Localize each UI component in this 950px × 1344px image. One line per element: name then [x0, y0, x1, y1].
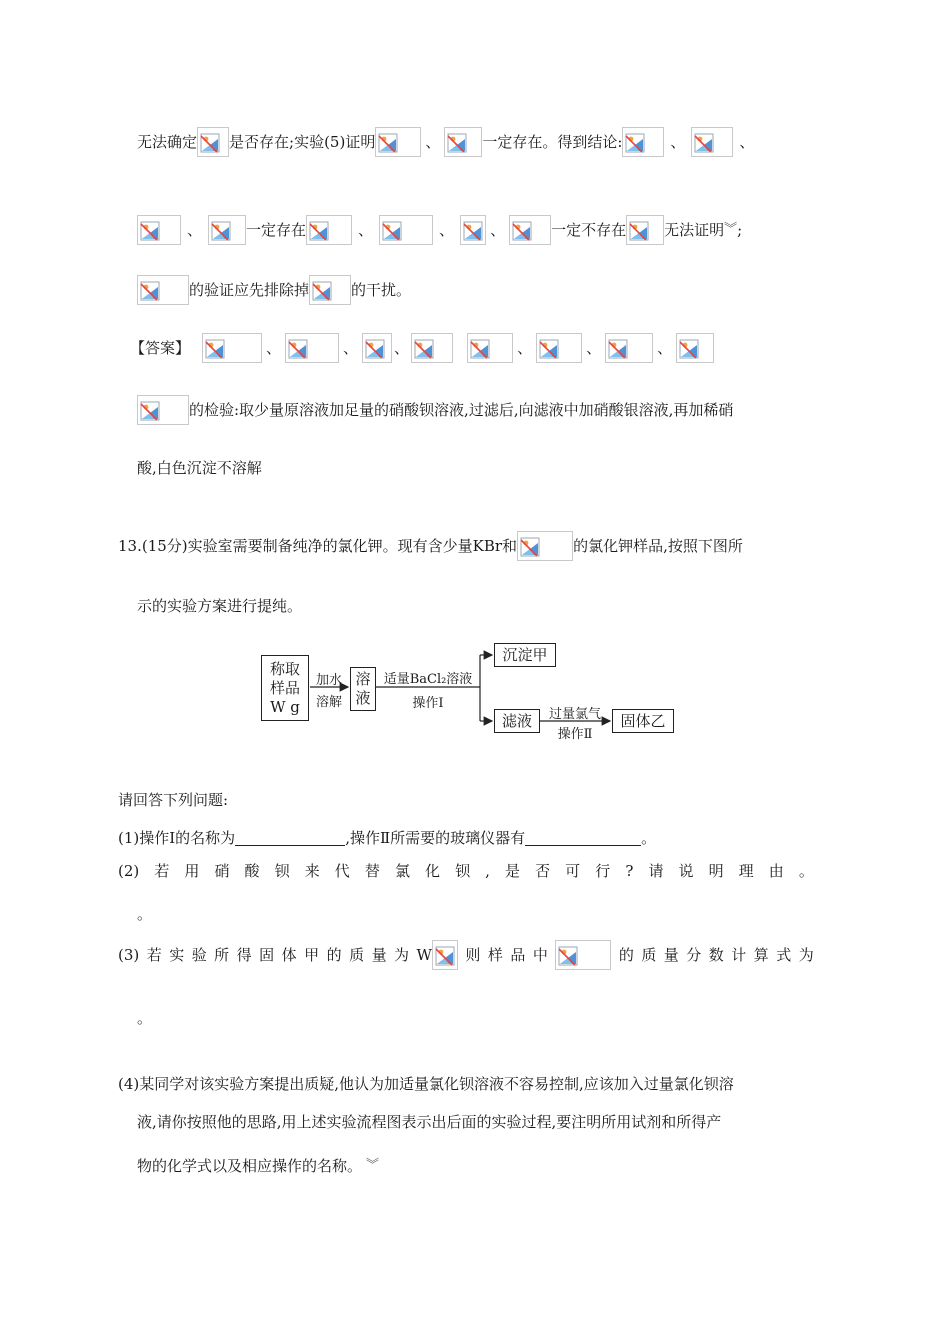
text-char: 计	[731, 946, 747, 964]
formula-image	[309, 275, 351, 305]
broken-image-icon	[140, 221, 160, 241]
text-char: 用	[184, 862, 200, 880]
broken-image-icon	[470, 339, 490, 359]
broken-image-icon	[200, 133, 220, 153]
chevron-down-icon: ︾	[724, 222, 738, 237]
flow-label-operation-1: 操作Ⅰ	[412, 696, 444, 711]
question-1-line: (1)操作Ⅰ的名称为 ,操作Ⅱ所需要的玻璃仪器有 。	[118, 829, 657, 847]
text-char: 样	[487, 946, 503, 964]
question-2-line	[118, 856, 814, 886]
formula-image	[379, 215, 433, 245]
answer-blank[interactable]	[525, 830, 641, 846]
formula-image	[432, 940, 458, 970]
text-line-17: 物的化学式以及相应操作的名称。 ︾	[137, 1157, 380, 1175]
text-line-16: 液,请你按照他的思路,用上述实验流程图表示出后面的实验过程,要注明所用试剂和所得产	[137, 1113, 722, 1131]
broken-image-icon	[539, 339, 559, 359]
text-char: ,	[485, 862, 490, 880]
text-char: 质	[349, 946, 365, 964]
formula-image	[137, 395, 189, 425]
text-char: 代	[334, 862, 350, 880]
text-line-9: 请回答下列问题:	[118, 791, 229, 809]
text-char: 则	[465, 946, 481, 964]
text-char: (2)	[118, 862, 140, 880]
text-char: 钡	[274, 862, 290, 880]
text-char: 实	[169, 946, 185, 964]
broken-image-icon	[520, 537, 540, 557]
text-line-2: 、 一定存在 、 、 、 一定不存在 无法证明︾;	[137, 214, 742, 244]
w-with-image	[417, 940, 458, 970]
text-line-6: 酸,白色沉淀不溶解	[137, 459, 262, 477]
broken-image-icon	[382, 221, 402, 241]
flow-box-sample: 称取 样品 W g	[261, 655, 309, 721]
text-char: 甲	[304, 946, 320, 964]
text-char: 品	[510, 946, 526, 964]
answer-blank[interactable]	[235, 830, 345, 846]
formula-image	[622, 127, 664, 157]
text-char: 氯	[394, 862, 410, 880]
formula-image	[517, 531, 573, 561]
text-char: 算	[753, 946, 769, 964]
flow-box-filtrate: 滤液	[494, 709, 540, 733]
formula-image	[605, 333, 653, 363]
text-char: 验	[191, 946, 207, 964]
answer-line: 【答案】 、 、 、 、 、 、	[130, 332, 714, 362]
formula-image	[411, 333, 453, 363]
broken-image-icon	[679, 339, 699, 359]
broken-image-icon	[608, 339, 628, 359]
text-line-5: 的检验:取少量原溶液加足量的硝酸钡溶液,过滤后,向滤液中加硝酸银溶液,再加稀硝	[137, 394, 733, 424]
broken-image-icon	[205, 339, 225, 359]
text-char: 数	[708, 946, 724, 964]
variable-w: W	[416, 946, 432, 964]
text-char: 化	[425, 862, 441, 880]
broken-image-icon	[140, 281, 160, 301]
formula-image	[306, 215, 352, 245]
formula-image	[285, 333, 339, 363]
text-char: 理	[738, 862, 754, 880]
text-char: 固	[259, 946, 275, 964]
broken-image-icon	[140, 401, 160, 421]
formula-image	[375, 127, 421, 157]
text-line-1: 无法确定 是否存在;实验(5)证明 、 一定存在。得到结论: 、 、	[137, 126, 754, 156]
flow-label-excess-chlorine: 过量氯气	[548, 707, 601, 722]
formula-image	[460, 215, 486, 245]
text-char: 说	[678, 862, 694, 880]
broken-image-icon	[378, 133, 398, 153]
text-char: 行	[595, 862, 611, 880]
formula-image	[362, 333, 392, 363]
text-char: 。	[798, 862, 814, 880]
text-char: 若	[146, 946, 162, 964]
question-3-line	[118, 940, 814, 970]
text-char: 的	[618, 946, 634, 964]
broken-image-icon	[309, 221, 329, 241]
text-char: 钡	[455, 862, 471, 880]
broken-image-icon	[629, 221, 649, 241]
flow-label-bacl2: 适量BaCl₂溶液	[383, 672, 473, 687]
flowchart	[258, 641, 678, 741]
flow-label-add-water: 加水	[315, 673, 342, 688]
text-char: 否	[535, 862, 551, 880]
text-char: ?	[625, 862, 634, 880]
text-line-8: 示的实验方案进行提纯。	[137, 597, 303, 615]
broken-image-icon	[211, 221, 231, 241]
text-char: 是	[505, 862, 521, 880]
text-char: 为	[798, 946, 814, 964]
formula-image	[444, 127, 482, 157]
text-char: 若	[154, 862, 170, 880]
broken-image-icon	[447, 133, 467, 153]
formula-image	[137, 215, 181, 245]
flow-label-operation-2: 操作Ⅱ	[557, 727, 593, 742]
flow-box-precipitate: 沉淀甲	[494, 643, 556, 667]
text-line-3: 的验证应先排除掉 的干扰。	[137, 274, 411, 304]
broken-image-icon	[312, 281, 332, 301]
broken-image-icon	[625, 133, 645, 153]
broken-image-icon	[558, 946, 578, 966]
text-char: 为	[394, 946, 410, 964]
broken-image-icon	[365, 339, 385, 359]
answer-label: 【答案】	[130, 339, 191, 357]
text-char: 中	[532, 946, 548, 964]
text-char: 所	[214, 946, 230, 964]
chevron-down-icon: ︾	[366, 1158, 380, 1173]
formula-image	[555, 940, 611, 970]
formula-image	[676, 333, 714, 363]
question-4-line: (4)某同学对该实验方案提出质疑,他认为加适量氯化钡溶液不容易控制,应该加入过量氯化钡溶	[118, 1075, 734, 1093]
text-char: 替	[364, 862, 380, 880]
formula-image	[626, 215, 664, 245]
text-char: 的	[326, 946, 342, 964]
flow-label-dissolve: 溶解	[315, 695, 342, 710]
text-char: (3)	[118, 946, 140, 964]
text-char: 酸	[244, 862, 260, 880]
broken-image-icon	[288, 339, 308, 359]
broken-image-icon	[414, 339, 434, 359]
text-char: 由	[768, 862, 784, 880]
text-char: 请	[648, 862, 664, 880]
text-line-14: 。	[137, 1009, 153, 1027]
flow-box-solid-b: 固体乙	[612, 709, 674, 733]
text-line-12: 。	[137, 905, 153, 923]
broken-image-icon	[512, 221, 532, 241]
text-char: 量	[371, 946, 387, 964]
formula-image	[536, 333, 582, 363]
flow-box-solution: 溶 液	[350, 667, 376, 711]
formula-image	[137, 275, 189, 305]
formula-image	[467, 333, 513, 363]
text-char: 来	[304, 862, 320, 880]
formula-image	[691, 127, 733, 157]
broken-image-icon	[694, 133, 714, 153]
text-char: 得	[236, 946, 252, 964]
text-char: 式	[776, 946, 792, 964]
text-char: 可	[565, 862, 581, 880]
formula-image	[197, 127, 229, 157]
text-char: 分	[686, 946, 702, 964]
formula-image	[202, 333, 262, 363]
text-char: 质	[641, 946, 657, 964]
text-char: 体	[281, 946, 297, 964]
formula-image	[208, 215, 246, 245]
text-char: 硝	[214, 862, 230, 880]
text-char: 明	[708, 862, 724, 880]
broken-image-icon	[435, 946, 455, 966]
question-13-line: 13.(15分)实验室需要制备纯净的氯化钾。现有含少量KBr和 的氯化钾样品,按照下图所	[118, 530, 743, 560]
broken-image-icon	[463, 221, 483, 241]
formula-image	[509, 215, 551, 245]
text-char: 量	[663, 946, 679, 964]
